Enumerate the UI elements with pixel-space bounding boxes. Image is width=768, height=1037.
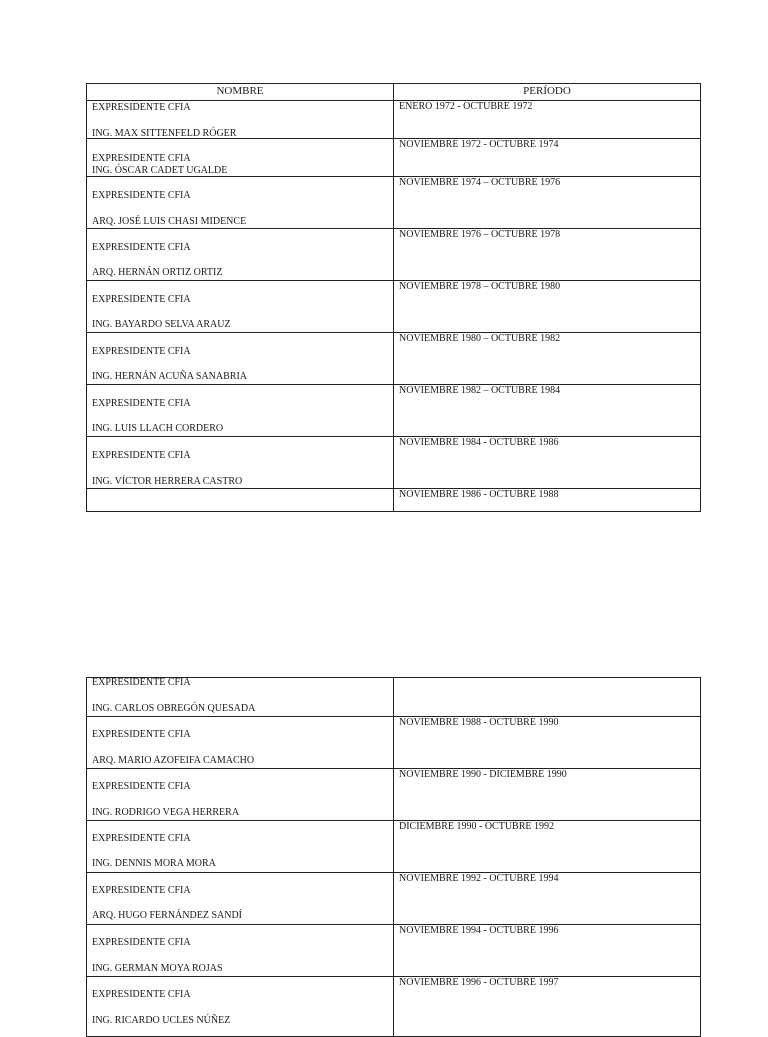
person-name: ING. HERNÁN ACUÑA SANABRIA (92, 371, 248, 382)
name-cell (87, 139, 394, 177)
person-name: ING. MAX SITTENFELD RÓGER (92, 128, 237, 139)
person-name: ING. LUIS LLACH CORDERO (92, 423, 224, 434)
table-row (87, 229, 701, 281)
table-row (87, 977, 701, 1037)
period-cell (394, 678, 701, 717)
person-name: ING. GERMAN MOYA ROJAS (92, 963, 223, 974)
role-title: EXPRESIDENTE CFIA (92, 242, 191, 253)
role-title: EXPRESIDENTE CFIA (92, 450, 191, 461)
table-row (87, 717, 701, 769)
role-title: EXPRESIDENTE CFIA (92, 989, 191, 1000)
name-cell (87, 437, 394, 489)
period-cell (394, 139, 701, 177)
presidents-table-2 (86, 677, 701, 1037)
role-title: EXPRESIDENTE CFIA (92, 729, 191, 740)
person-name: ARQ. MARIO AZOFEIFA CAMACHO (92, 755, 255, 766)
name-cell (87, 489, 394, 512)
period-text: NOVIEMBRE 1978 – OCTUBRE 1980 (399, 281, 561, 292)
period-text: NOVIEMBRE 1992 - OCTUBRE 1994 (399, 873, 559, 884)
person-name: ING. CARLOS OBREGÓN QUESADA (92, 703, 256, 714)
person-name: ING. BAYARDO SELVA ARAUZ (92, 319, 231, 330)
period-text: DICIEMBRE 1990 - OCTUBRE 1992 (399, 821, 554, 832)
name-cell (87, 333, 394, 385)
name-cell (87, 101, 394, 139)
table-row (87, 489, 701, 512)
name-cell (87, 678, 394, 717)
period-text: NOVIEMBRE 1988 - OCTUBRE 1990 (399, 717, 559, 728)
period-cell (394, 229, 701, 281)
person-name: ING. RICARDO UCLES NÚÑEZ (92, 1015, 231, 1026)
period-text: NOVIEMBRE 1982 – OCTUBRE 1984 (399, 385, 561, 396)
person-name: ING. DENNIS MORA MORA (92, 858, 216, 869)
role-title: EXPRESIDENTE CFIA (92, 190, 191, 201)
table-row (87, 873, 701, 925)
role-title: EXPRESIDENTE CFIA (92, 833, 191, 844)
role-title: EXPRESIDENTE CFIA (92, 102, 191, 113)
period-cell (394, 489, 701, 512)
table-row (87, 437, 701, 489)
person-name: ARQ. HUGO FERNÁNDEZ SANDÍ (92, 910, 242, 921)
period-cell (394, 437, 701, 489)
header-periodo: PERÍODO (394, 84, 701, 101)
person-name: ARQ. HERNÁN ORTIZ ORTIZ (92, 267, 223, 278)
period-text: NOVIEMBRE 1976 – OCTUBRE 1978 (399, 229, 561, 240)
period-cell (394, 769, 701, 821)
table-row (87, 821, 701, 873)
period-cell (394, 333, 701, 385)
role-title: EXPRESIDENTE CFIA (92, 885, 191, 896)
person-name: ING. ÓSCAR CADET UGALDE (92, 165, 228, 176)
name-cell (87, 281, 394, 333)
table-row (87, 769, 701, 821)
period-cell (394, 873, 701, 925)
name-cell (87, 925, 394, 977)
period-text: NOVIEMBRE 1996 - OCTUBRE 1997 (399, 977, 559, 988)
person-name: ARQ. JOSÉ LUIS CHASI MIDENCE (92, 216, 247, 227)
period-cell (394, 717, 701, 769)
role-title: EXPRESIDENTE CFIA (92, 677, 191, 688)
period-cell (394, 385, 701, 437)
name-cell (87, 821, 394, 873)
period-text: NOVIEMBRE 1974 – OCTUBRE 1976 (399, 177, 561, 188)
name-cell (87, 873, 394, 925)
role-title: EXPRESIDENTE CFIA (92, 937, 191, 948)
table-row (87, 925, 701, 977)
name-cell (87, 177, 394, 229)
table-row (87, 281, 701, 333)
period-cell (394, 977, 701, 1037)
role-title: EXPRESIDENTE CFIA (92, 398, 191, 409)
table-row (87, 678, 701, 717)
name-cell (87, 229, 394, 281)
period-text: NOVIEMBRE 1980 – OCTUBRE 1982 (399, 333, 561, 344)
period-cell (394, 821, 701, 873)
period-text: NOVIEMBRE 1972 - OCTUBRE 1974 (399, 139, 559, 150)
table-row (87, 333, 701, 385)
name-cell (87, 769, 394, 821)
name-cell (87, 717, 394, 769)
table-row (87, 139, 701, 177)
name-cell (87, 977, 394, 1037)
period-cell (394, 925, 701, 977)
role-title: EXPRESIDENTE CFIA (92, 153, 191, 164)
period-text: NOVIEMBRE 1994 - OCTUBRE 1996 (399, 925, 559, 936)
period-cell (394, 101, 701, 139)
person-name: ING. VÍCTOR HERRERA CASTRO (92, 476, 243, 487)
period-cell (394, 281, 701, 333)
table-row (87, 385, 701, 437)
period-text: NOVIEMBRE 1986 - OCTUBRE 1988 (399, 489, 559, 500)
period-cell (394, 177, 701, 229)
role-title: EXPRESIDENTE CFIA (92, 346, 191, 357)
presidents-table-1 (86, 83, 701, 512)
role-title: EXPRESIDENTE CFIA (92, 294, 191, 305)
period-text: NOVIEMBRE 1990 - DICIEMBRE 1990 (399, 769, 567, 780)
name-cell (87, 385, 394, 437)
table-row (87, 101, 701, 139)
header-nombre: NOMBRE (87, 84, 394, 101)
period-text: NOVIEMBRE 1984 - OCTUBRE 1986 (399, 437, 559, 448)
role-title: EXPRESIDENTE CFIA (92, 781, 191, 792)
period-text: ENERO 1972 - OCTUBRE 1972 (399, 101, 533, 112)
person-name: ING. RODRIGO VEGA HERRERA (92, 807, 240, 818)
table-row (87, 177, 701, 229)
